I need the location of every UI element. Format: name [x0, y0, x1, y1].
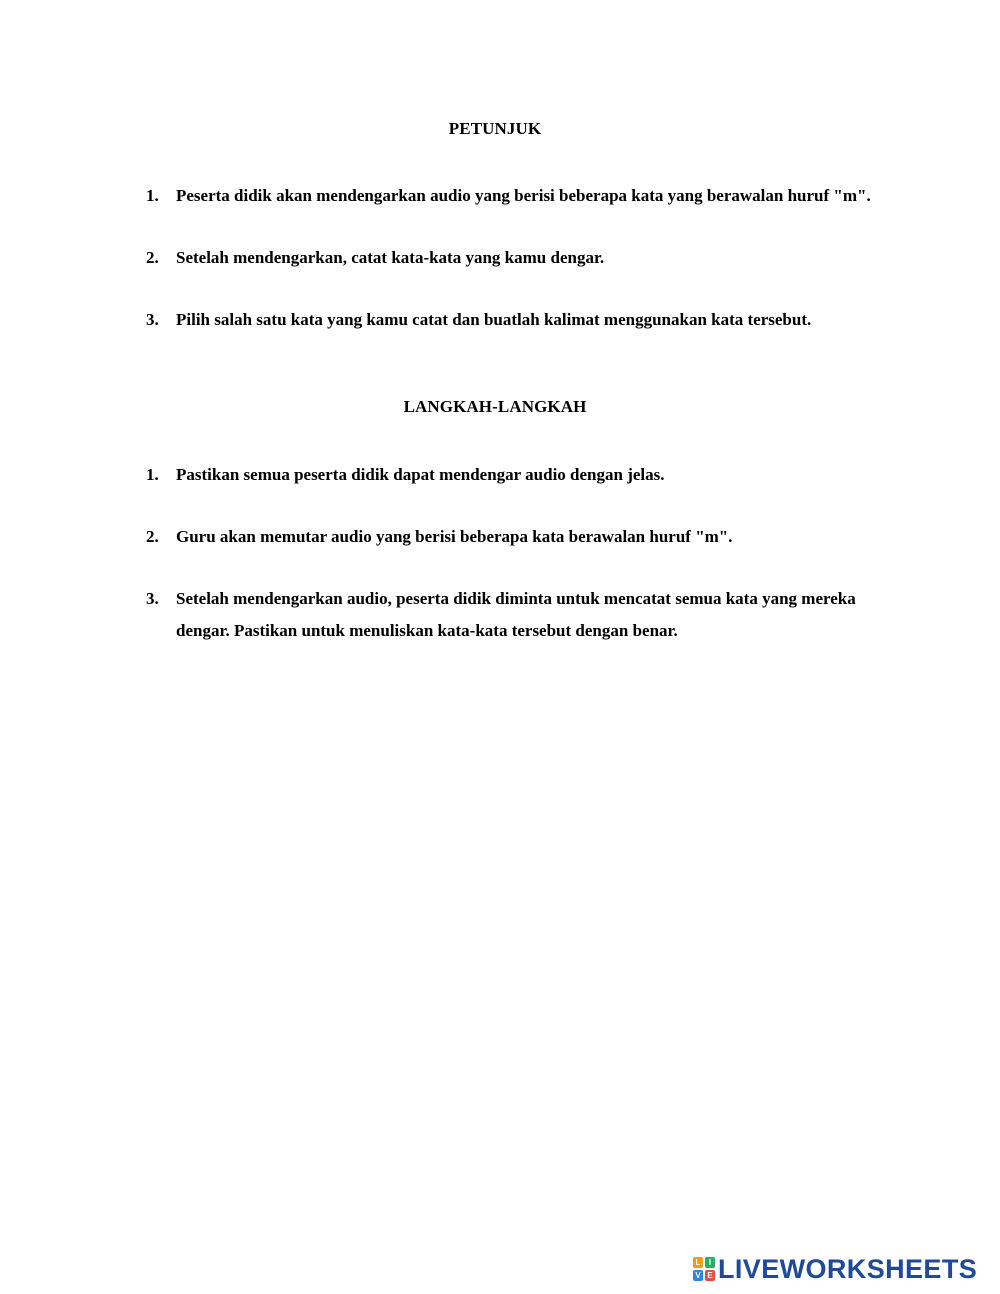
item-number: 3.	[146, 589, 159, 608]
item-text: Setelah mendengarkan, catat kata-kata yang kamu dengar.	[176, 248, 605, 267]
list-item	[0, 180, 1000, 212]
section-title-petunjuk: PETUNJUK	[448, 119, 542, 138]
item-number: 1.	[146, 186, 159, 205]
instruction-list	[0, 180, 1000, 336]
logo-tile: E	[705, 1270, 715, 1281]
item-text: Setelah mendengarkan audio, peserta didik diminta untuk mencatat semua kata yang mereka dengar. Pastikan untuk menuliskan kata-kata tersebut dengan benar.	[176, 589, 856, 640]
logo-tile: L	[693, 1257, 703, 1268]
steps-list	[0, 459, 1000, 647]
list-item	[0, 242, 1000, 274]
item-number: 3.	[146, 310, 159, 329]
item-number: 2.	[146, 248, 159, 267]
item-text: Pilih salah satu kata yang kamu catat dan buatlah kalimat menggunakan kata tersebut.	[176, 310, 812, 329]
list-item	[0, 521, 1000, 553]
section-title-langkah: LANGKAH-LANGKAH	[403, 397, 587, 416]
logo-tile: I	[705, 1257, 715, 1268]
liveworksheets-logo[interactable]	[693, 1254, 977, 1284]
brand-name: LIVEWORKSHEETS	[718, 1254, 978, 1284]
item-text: Guru akan memutar audio yang berisi beberapa kata berawalan huruf "m".	[176, 527, 733, 546]
liveworksheets-logo-icon	[693, 1257, 715, 1281]
list-item	[0, 304, 1000, 336]
item-number: 1.	[146, 465, 159, 484]
logo-tile: V	[693, 1270, 703, 1281]
list-item	[0, 459, 1000, 491]
item-text: Peserta didik akan mendengarkan audio yang berisi beberapa kata yang berawalan huruf "m".	[176, 186, 871, 205]
item-text: Pastikan semua peserta didik dapat mendengar audio dengan jelas.	[176, 465, 665, 484]
list-item	[0, 583, 1000, 647]
item-number: 2.	[146, 527, 159, 546]
